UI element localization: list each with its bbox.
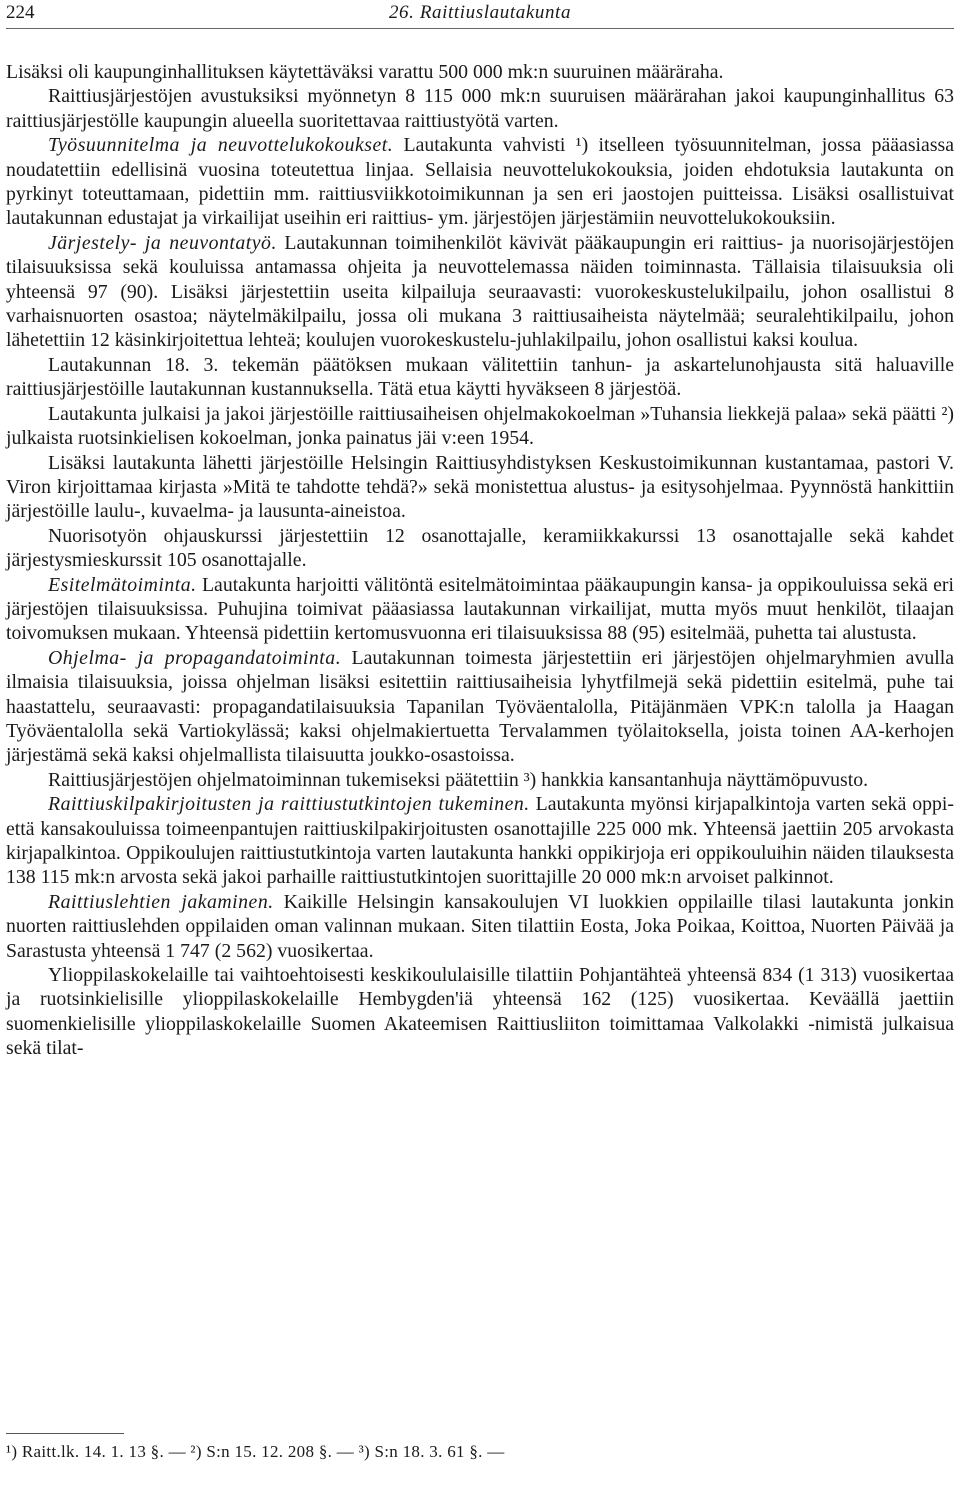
paragraph-heading: Järjestely- ja neuvontatyö.: [48, 231, 277, 254]
paragraph-text: Lautakunta myönsi kirjapalkintoja varten sekä oppi- että kansakouluissa toimeenpantujen raittiuskilpakirjoitusten osanottajille 225 000 mk. Yhteensä jaettiin 205 arvokasta kirjapalkintoa. Oppikoulujen raittiustutkintoja varten lautakunta hankki oppikirjoja eri oppikouluihin näiden tilauksesta 138 115 mk:n arvosta sekä jakoi parhaille raittiustutkintojen suorittajille 20 000 mk:n arvoiset palkinnot.: [6, 793, 954, 889]
paragraph-text: Lautakunnan toimesta järjestettiin eri järjestöjen ohjelmaryhmien avulla ilmaisia tilaisuuksia, joissa ohjelman lisäksi esitettiin raittiusaiheisia lyhytfilmejä sekä pidettiin esitelmä, puhe tai haastattelu, seuraavasti: propagandatilaisuuksia Tapanilan Työväentalolla, Pitäjänmäen VPK:n talolla ja Haagan Työväentalolla sekä Vartiokylässä; kaksi ohjelmakiertuetta Tervalammen työlaitoksella, joista toinen AA-kerhojen järjestämä sekä kaksi ohjelmallista tilaisuutta joukko-osastoissa.: [6, 646, 954, 767]
paragraph-text: Lautakunnan 18. 3. tekemän päätöksen mukaan välitettiin tanhun- ja askartelunohjausta sitä haluaville raittiusjärjestöille lautakunnan kustannuksella. Tätä etua käytti hyväkseen 8 järjestöä.: [6, 353, 954, 401]
paragraph-text: Raittiusjärjestöjen avustuksiksi myönnetyn 8 115 000 mk:n suuruisen määrärahan jakoi kaupunginhallitus 63 raittiusjärjestölle kaupungin alueella suoritettavaa raittiustyötä varten.: [6, 85, 954, 132]
header-rule: [6, 28, 954, 29]
paragraph-text: Lautakunta vahvisti ¹) itselleen työsuunnitelman, jossa pääasiassa noudatettiin edellisinä vuosina toteutettua linjaa. Sellaisia neuvottelukokouksia, joiden ehdotuksia lautakunta on pyrkinyt toteuttamaan, pidettiin mm. raittiusviikkotoimikunnan ja sen eri jaostojen puitteissa. Lisäksi osallistuivat lautakunnan edustajat ja virkailijat useihin eri raittius- ym. järjestöjen järjestämiin neuvottelukokouksiin.: [6, 134, 954, 230]
paragraph-text: Lautakunta harjoitti välitöntä esitelmätoimintaa pääkaupungin kansa- ja oppikouluissa sekä eri järjestöjen tilaisuuksissa. Puhujina toimivat pääasiassa lautakunnan virkailijat, mutta myös muut henkilöt, tilaajan toivomuksen mukaan. Yhteensä pidettiin kertomusvuonna eri tilaisuuksissa 88 (95) esitelmää, puhetta tai alustusta.: [6, 573, 954, 645]
paragraph-text: Nuorisotyön ohjauskurssi järjestettiin 12 osanottajalle, keramiikkakurssi 13 osanottajalle sekä kahdet järjestysmieskurssit 105 osanottajalle.: [6, 524, 954, 572]
paragraph: [6, 133, 954, 231]
paragraph-heading: Ohjelma- ja propagandatoiminta.: [48, 646, 342, 669]
paragraph-heading: Raittiuslehtien jakaminen.: [48, 890, 274, 913]
paragraph-text: Lisäksi lautakunta lähetti järjestöille Helsingin Raittiusyhdistyksen Keskustoimikunnan kustantamaa, pastori V. Viron kirjoittamaa kirjasta »Mitä te tahdotte tehdä?» sekä monistettua alustus- ja esitysohjelmaa. Pyynnöstä hankittiin järjestöille laulu-, kuvaelma- ja lausunta-aineistoa.: [6, 451, 954, 523]
paragraph: [6, 402, 954, 451]
paragraph: [6, 524, 954, 573]
paragraph: [6, 646, 954, 768]
paragraph-text: Lisäksi oli kaupunginhallituksen käytettäväksi varattu 500 000 mk:n suuruinen määräraha.: [6, 61, 724, 83]
page-number: 224: [6, 2, 35, 23]
paragraph: [6, 890, 954, 963]
footnote-rule: [6, 1433, 124, 1434]
paragraph-text: Raittiusjärjestöjen ohjelmatoiminnan tukemiseksi päätettiin ³) hankkia kansantanhuja näyttämöpuvusto.: [48, 768, 869, 791]
paragraph: [6, 353, 954, 402]
body-text: [6, 48, 954, 1061]
paragraph-heading: Raittiuskilpakirjoitusten ja raittiustutkintojen tukeminen.: [48, 793, 530, 816]
paragraph: [6, 60, 954, 84]
paragraph-text: Kaikille Helsingin kansakoulujen VI luokkien oppilaille tilasi lautakunta jonkin nuorten raittiuslehden oppilaiden oman valinnan mukaan. Siten tilattiin Eosta, Joka Poikaa, Koittoa, Nuorten Päivää ja Sarastusta yhteensä 1 747 (2 562) vuosikertaa.: [6, 890, 954, 962]
paragraph: [6, 84, 954, 133]
paragraph: [6, 451, 954, 524]
paragraph-text: Lautakunta julkaisi ja jakoi järjestöille raittiusaiheisen ohjelmakokoelman »Tuhansia liekkejä palaa» sekä päätti ²) julkaista ruotsinkielisen kokoelman, jonka painatus jäi v:een 1954.: [6, 402, 954, 450]
paragraph-heading: Esitelmätoiminta.: [48, 573, 197, 596]
running-head: [6, 0, 954, 28]
footnotes: ¹) Raitt.lk. 14. 1. 13 §. — ²) S:n 15. 12. 208 §. — ³) S:n 18. 3. 61 §. —: [6, 1442, 505, 1461]
paragraph-text: Lautakunnan toimihenkilöt kävivät pääkaupungin eri raittius- ja nuorisojärjestöjen tilaisuuksissa sekä kouluissa antamassa ohjeita ja neuvottelemassa näiden toiminnasta. Tällaisia tilaisuuksia oli yhteensä 97 (90). Lisäksi järjestettiin useita kilpailuja seuraavasti: vuorokeskustelukilpailu, johon osallistui 8 varhaisnuorten osastoa; näytelmäkilpailu, jossa oli mukana 3 raittiusaiheista näytelmää; seuralehtikilpailu, johon lähetettiin 12 käsinkirjoitettua lehteä; koulujen vuorokeskustelu-juhlakilpailu, johon osallistui kaksi koulua.: [6, 231, 954, 352]
running-title: 26. Raittiuslautakunta: [388, 2, 572, 23]
paragraph: [6, 792, 954, 890]
paragraph: [6, 231, 954, 353]
paragraph: [6, 963, 954, 1061]
paragraph: [6, 573, 954, 646]
paragraph-text: Ylioppilaskokelaille tai vaihtoehtoisesti keskikoululaisille tilattiin Pohjantähteä yhteensä 834 (1 313) vuosikertaa ja ruotsinkielisille ylioppilaskokelaille Hembygden'iä yhteensä 162 (125) vuosikertaa. Keväällä jaettiin suomenkielisille ylioppilaskokelaille Suomen Akateemisen Raittiusliiton toimittamaa Valkolakki -nimistä julkaisua sekä tilat-: [6, 964, 954, 1060]
paragraph-heading: Työsuunnitelma ja neuvottelukokoukset.: [48, 134, 394, 157]
paragraph: [6, 768, 954, 792]
